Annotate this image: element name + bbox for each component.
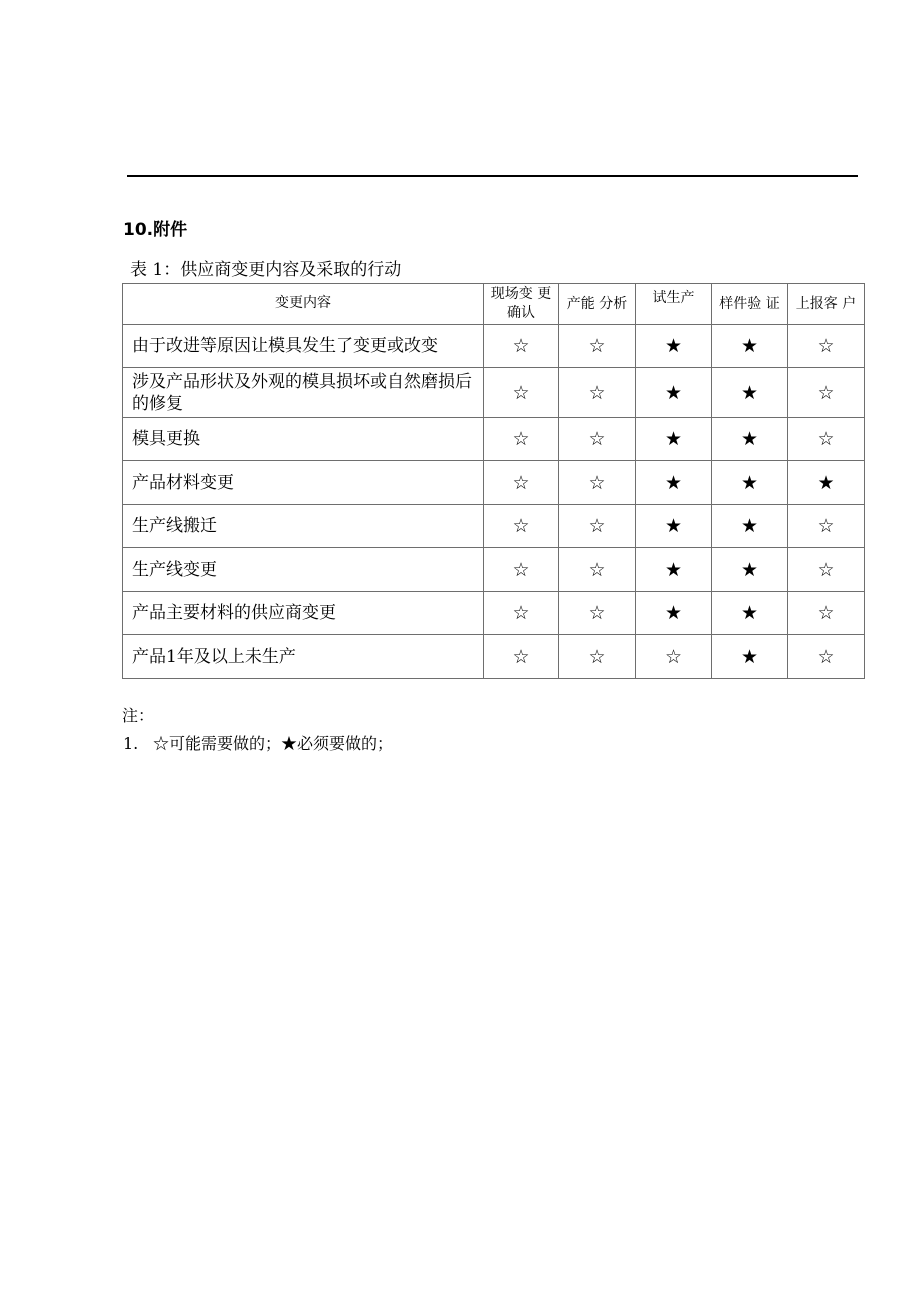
note-number: 1. (123, 734, 139, 753)
table-row (123, 635, 865, 679)
mark-cell: ☆ (484, 418, 559, 461)
mark-cell: ★ (712, 635, 788, 679)
mark-cell: ☆ (788, 548, 865, 592)
mark-cell: ☆ (788, 592, 865, 635)
mark-cell: ★ (712, 548, 788, 592)
header-change-content: 变更内容 (123, 284, 484, 325)
mark-cell: ☆ (484, 548, 559, 592)
header-report-customer: 上报客 户 (788, 284, 865, 325)
section-heading: 10.附件 (123, 220, 188, 240)
mark-cell: ★ (788, 461, 865, 505)
row-item: 生产线搬迁 (123, 505, 484, 548)
row-item: 产品主要材料的供应商变更 (123, 592, 484, 635)
table-row (123, 461, 865, 505)
table-row (123, 548, 865, 592)
mark-cell: ☆ (559, 505, 636, 548)
mark-cell: ★ (636, 325, 712, 368)
mark-cell: ☆ (484, 505, 559, 548)
mark-cell: ★ (636, 505, 712, 548)
mark-cell: ★ (712, 592, 788, 635)
mark-cell: ★ (712, 505, 788, 548)
mark-cell: ☆ (559, 368, 636, 418)
mark-cell: ☆ (788, 505, 865, 548)
mark-cell: ★ (712, 418, 788, 461)
mark-cell: ☆ (484, 461, 559, 505)
mark-cell: ★ (636, 548, 712, 592)
header-sample-verification: 样件验 证 (712, 284, 788, 325)
table-row (123, 368, 865, 418)
mark-cell: ☆ (559, 325, 636, 368)
mark-cell: ★ (636, 418, 712, 461)
mark-cell: ★ (712, 461, 788, 505)
notes-label: 注： (122, 706, 155, 725)
mark-cell: ☆ (559, 635, 636, 679)
mark-cell: ☆ (559, 592, 636, 635)
header-trial-production: 试生产 (636, 284, 712, 325)
mark-cell: ☆ (788, 418, 865, 461)
row-item: 产品材料变更 (123, 461, 484, 505)
table-row (123, 325, 865, 368)
mark-cell: ☆ (559, 418, 636, 461)
mark-cell: ☆ (559, 548, 636, 592)
mark-cell: ☆ (788, 325, 865, 368)
row-item: 涉及产品形状及外观的模具损坏或自然磨损后的修复 (123, 368, 484, 418)
change-action-table (122, 283, 865, 679)
mark-cell: ☆ (559, 461, 636, 505)
mark-cell: ☆ (484, 325, 559, 368)
header-onsite-confirm: 现场变 更确认 (484, 284, 559, 325)
row-item: 模具更换 (123, 418, 484, 461)
horizontal-rule (127, 175, 858, 177)
table-row (123, 592, 865, 635)
table-row (123, 505, 865, 548)
table-caption: 表 1：供应商变更内容及采取的行动 (130, 260, 402, 280)
table-row (123, 418, 865, 461)
row-item: 产品1年及以上未生产 (123, 635, 484, 679)
mark-cell: ☆ (788, 635, 865, 679)
mark-cell: ☆ (484, 592, 559, 635)
note-text: ☆可能需要做的；★必须要做的； (153, 734, 394, 753)
row-item: 由于改进等原因让模具发生了变更或改变 (123, 325, 484, 368)
mark-cell: ☆ (636, 635, 712, 679)
mark-cell: ☆ (484, 635, 559, 679)
mark-cell: ☆ (484, 368, 559, 418)
mark-cell: ★ (712, 368, 788, 418)
mark-cell: ★ (636, 592, 712, 635)
note-item (123, 734, 393, 754)
table-header-row (123, 284, 865, 325)
mark-cell: ☆ (788, 368, 865, 418)
mark-cell: ★ (636, 461, 712, 505)
row-item: 生产线变更 (123, 548, 484, 592)
header-capacity-analysis: 产能 分析 (559, 284, 636, 325)
mark-cell: ★ (712, 325, 788, 368)
mark-cell: ★ (636, 368, 712, 418)
